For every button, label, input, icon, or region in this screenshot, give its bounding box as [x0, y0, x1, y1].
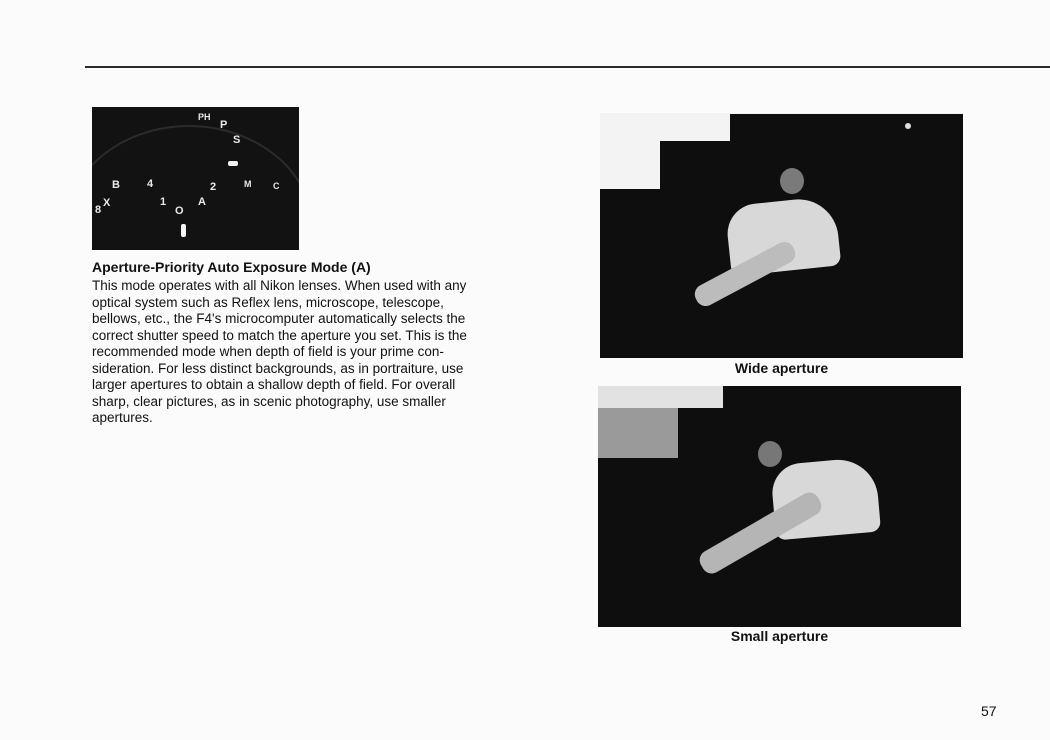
- body-line: larger apertures to obtain a shallow depth of field. For overall: [92, 377, 456, 392]
- dial-indicator: [228, 161, 238, 166]
- sky-patch: [600, 141, 660, 189]
- body-line: recommended mode when depth of field is your prime con-: [92, 344, 444, 359]
- foliage-patch: [598, 408, 678, 458]
- sky-patch: [600, 113, 730, 141]
- caption-wide-aperture: Wide aperture: [734, 360, 829, 376]
- page-number: 57: [981, 703, 997, 719]
- subject-head: [758, 441, 782, 467]
- dial-label-o: O: [175, 205, 184, 217]
- body-line: bellows, etc., the F4's microcomputer automatically selects the: [92, 311, 466, 326]
- body-line: sideration. For less distinct backgrounds, as in portraiture, use: [92, 360, 464, 376]
- dial-label-a: A: [198, 196, 206, 208]
- caption-small-aperture: Small aperture: [730, 628, 829, 644]
- body-line: correct shutter speed to match the aperture you set. This is the: [92, 327, 467, 343]
- sky-edge: [600, 113, 963, 114]
- dial-label-2: 2: [210, 181, 217, 193]
- wide-aperture-photo: [600, 113, 963, 358]
- mode-dial-photo: [92, 107, 299, 250]
- dial-label-m: M: [244, 179, 252, 189]
- dial-label-8: 8: [95, 204, 102, 216]
- dial-label-b: B: [112, 179, 120, 191]
- subject-head: [780, 168, 804, 194]
- small-aperture-photo: [598, 386, 961, 627]
- dial-label-4: 4: [147, 178, 154, 190]
- body-paragraph: [92, 278, 542, 427]
- body-line: apertures.: [92, 410, 153, 425]
- body-line: sharp, clear pictures, as in scenic photography, use smaller: [92, 393, 446, 409]
- dial-index-mark: [181, 224, 186, 237]
- dial-label-s: S: [233, 134, 241, 146]
- dial-ring: [92, 125, 299, 250]
- light-spot: [905, 123, 911, 129]
- dial-label-ph: PH: [198, 112, 211, 122]
- body-line: optical system such as Reflex lens, microscope, telescope,: [92, 294, 444, 310]
- dial-label-1: 1: [160, 196, 167, 208]
- body-line: This mode operates with all Nikon lenses. When used with any: [92, 278, 467, 293]
- sky-patch: [598, 386, 723, 408]
- header-rule: [85, 66, 1050, 68]
- dial-label-c: C: [273, 181, 280, 191]
- dial-label-p: P: [220, 119, 228, 131]
- section-heading: Aperture-Priority Auto Exposure Mode (A): [92, 259, 371, 275]
- dial-label-x: X: [103, 197, 111, 209]
